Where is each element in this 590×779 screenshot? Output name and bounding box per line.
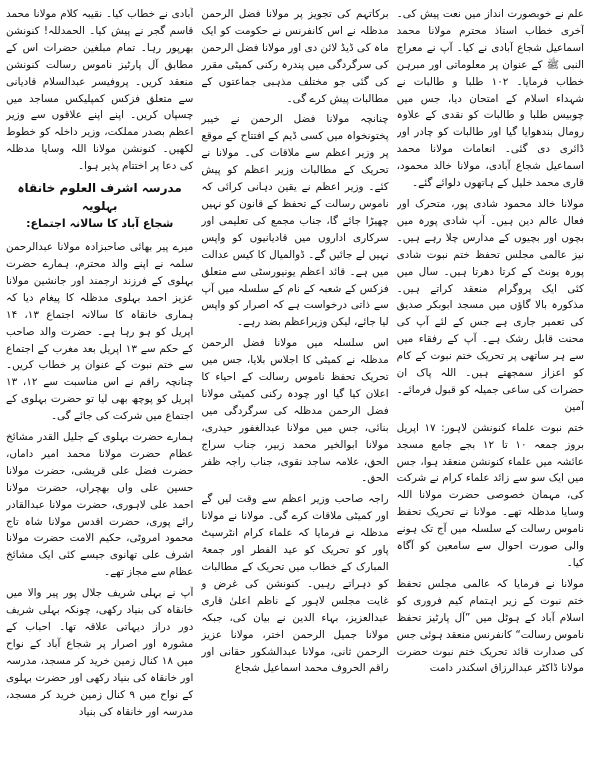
paragraph: راجہ صاحب وزیر اعظم سے وقت لیں گے اور کمیٹی ملاقات کرے گی۔ مولانا نے مولانا مدظلہ نے فرمایا کہ علماء کرام انٹرسیٹ پاور کو تحریک کو عید الفطر اور جمعۃ المبارک کے خطاب میں تحریک کے مطالبات کو دہراتے رہیں۔ کنونشن کی غرض و غایت مجلس لاہور کے ناظم اعلیٰ قاری عبدالعزیز، بہاء الدین نے بیان کی، جبکہ مولانا جمیل الرحمن اختر، مولانا عزیز الرحمن ثانی، مولانا عبدالشکور حقانی اور راقم الحروف محمد اسماعیل شجاع [201, 493, 389, 675]
paragraph: مولانا نے فرمایا کہ عالمی مجلس تحفظ ختم نبوت کے زیر اہتمام کیم فروری کو اسلام آباد کے ہوٹل میں ”آل پارٹیز تحفظ ناموس رسالت“ کانفرنس منعقد ہوئی جس کی صدارت قائد تحریک ختم نبوت حضرت مولانا ڈاکٹر عبدالرزاق اسکندر دامت [396, 577, 584, 675]
column-left [6, 6, 193, 775]
paragraph: ہمارے حضرت بہلوی کے جلیل القدر مشائخ عظام حضرت مولانا محمد امیر داماں، حضرت فضل علی قریشی، حضرت مولانا حسین علی واں بھچراں، حضرت مولانا احمد علی لاہوری، حضرت مولانا عبدالقادر رائے پوری، حضرت اقدس مولانا شاہ تاج محمود امروٹی، حکیم الامت حضرت مولانا اشرف علی تھانوی جیسے کئی ایک مشائخ عظام سے مجاز تھے۔ [6, 431, 194, 579]
section-heading [6, 179, 193, 233]
paragraph: برکاتہم کی تجویز پر مولانا فضل الرحمن مدظلہ نے اس کانفرنس نے حکومت کو ایک ماہ کی ڈیڈ لائن دی اور مولانا فضل الرحمن کی سرگردگی میں پندرہ رکنی کمیٹی مقرر کی گئی جو مختلف مذہبی جماعتوں کے مطالبات پیش کرے گی۔ [201, 8, 389, 105]
section-heading-line2: شجاع آباد کا سالانہ اجتماع: [26, 217, 174, 231]
paragraph: چنانچہ مولانا فضل الرحمن نے خیبر پختونخواہ میں کسی ڈیم کے افتتاح کے موقع پر وزیر اعظم سے ملاقات کی۔ مولانا نے تحریک کے مطالبات وزیر اعظم کو پیش کئے۔ وزیر اعظم نے یقین دہانی کرائی کہ ناموس رسالت کے تحفظ کے قانون کو نہیں چھیڑا جائے گا، جناب مجمع کی تعلیمی اور سرکاری اداروں میں قادیانیوں کو واپس نہیں لے جائیں گے۔ ڈوالمیال کا کیس عدالت میں ہے۔ قائد اعظم یونیورسٹی سے متعلق فزکس کے شعبہ کے نام کے سلسلہ میں آپ سے ذاتی درخواست ہے کہ اصرار کو واپس لیا جائے، لیکن وزیراعظم بضد رہے۔ [201, 113, 389, 329]
paragraph: علم نے خوبصورت انداز میں نعت پیش کی۔ آخری خطاب استاذ محترم مولانا محمد اسماعیل شجاع آبادی نے کیا۔ آپ نے معراج النبی ﷺ کے عنوان پر معلوماتی اور مبرہن خطاب فرمایا۔ ۱۰۲ طلبا و طالبات نے شہداء اسلام کے امتحان دیا، جس میں چوبیس طلبا و طالبات کو نقدی کے علاوہ رومال بندھوایا گیا اور طالبات کو چادر اور ڈائری دی گئی۔ انعامات مولانا محمد اسماعیل شجاع آبادی، مولانا خالد محمود، قاری محمد خلیل کے ہاتھوں دلوائے گئے۔ [396, 8, 584, 190]
paragraph: آبادی نے خطاب کیا۔ نقیبہ کلام مولانا محمد قاسم گجر نے پیش کیا۔ الحمدللہ! کنونشن بھرپور رہا۔ تمام مبلغین حضرات اس کے مطابق آل پارٹیز ناموس رسالت کنونشن منعقد کریں۔ پروفیسر عبدالسلام قادیانی سے متعلق فزکس کمپلیکس مساجد میں چسپاں کریں۔ اپنے اپنے علاقوں سے وزیر اعظم بصدر مملکت، وزیر داخلہ کو خطوط لکھیں۔ کنونشن مولانا اللہ وسایا مدظلہ کی دعا پر اختتام پذیر ہوا۔ [6, 8, 194, 173]
section-heading-line1: مدرسہ اشرف العلوم خانقاہ بہلویہ [17, 181, 182, 214]
paragraph: اس سلسلہ میں مولانا فضل الرحمن مدظلہ نے کمیٹی کا اجلاس بلایا، جس میں تحریک تحفظ ناموس رسالت کے احیاء کا اعلان کیا گیا اور چودہ رکنی کمیٹی مولانا فضل الرحمن مدظلہ کی سرگردگی میں بنائی، جس میں مولانا عبدالغفور حیدری، مولانا ابوالخیر محمد زبیر، جناب سراج الحق، علامہ ساجد نقوی، جناب راجہ ظفر الحق۔ [201, 337, 389, 485]
paragraph: آپ نے بہلی شریف جلال پور پیر والا میں خانقاہ کی بنیاد رکھی، چونکہ بہلی شریف دور دراز دیہاتی علاقہ تھا۔ احباب کے مشورہ اور اصرار پر شجاع آباد کے نواح میں ۱۸ کنال زمین خرید کر مسجد، مدرسہ اور خانقاہ کی بنیاد رکھی اور حضرت بہلوی کے نواح میں ۹ کنال زمین خرید کر مسجد، مدرسہ اور خانقاہ کی بنیاد [6, 587, 194, 718]
paragraph: ختم نبوت علماء کنونشن لاہور: ۱۷ اپریل بروز جمعہ ۱۰ تا ۱۲ بجے جامع مسجد عائشہ میں علماء کنونشن منعقد ہوا، جس میں ایک سو سے زائد علماء کرام نے شرکت کی، مہمان خصوصی حضرت مولانا اللہ وسایا مدظلہ تھے۔ مولانا نے تحریک تحفظ ناموس رسالت کے سلسلہ میں آج تک ہونے والی صورت احوال سے سامعین کو آگاہ کیا۔ [396, 421, 584, 569]
column-middle [201, 6, 388, 775]
paragraph: میرے پیر بھائی صاحبزادہ مولانا عبدالرحمن سلمہ نے اپنے والد محترم، ہمارے حضرت بہلوی کے فرزند ارجمند اور جانشین مولانا عزیز احمد بہلوی مدظلہ کا پیغام دیا کہ ہماری خانقاہ کا سالانہ اجتماع ۱۳، ۱۴ اپریل کو ہو رہا ہے۔ حضرت والد صاحب کے حکم سے ۱۳ اپریل بعد مغرب کے اجتماع سے ختم نبوت کے عنوان پر خطاب کریں۔ چنانچہ راقم نے اس مناسبت سے ۱۲، ۱۳ اپریل کو پوچھ بھی لیا تو حضرت بہلوی کے اجتماع میں شرکت کی جائے گی۔ [6, 241, 194, 423]
paragraph: مولانا خالد محمود شادی پور، متحرک اور فعال عالم دین ہیں۔ آپ شادی پورہ میں بچوں اور بچیوں کے مدارس چلا رہے ہیں۔ نیز عالمی مجلس تحفظ ختم نبوت شادی پورہ یونٹ کے کرتا دھرتا ہیں۔ سال میں کئی ایک پروگرام منعقد کراتے ہیں۔ مذکورہ بالا گاؤں میں مسجد ابوبکر صدیق کی تعمیر جاری ہے جس کے لئے آپ کی محنت قابل رشک ہے۔ آپ کے رفقاء میں سے ہر ساتھی پر تحریک ختم نبوت کے کام کو اعزاز سمجھتے ہیں۔ اللہ پاک ان حضرات کی ساعی جمیلہ کو قبول فرمائے۔ آمین [396, 197, 584, 413]
column-right [397, 6, 584, 775]
